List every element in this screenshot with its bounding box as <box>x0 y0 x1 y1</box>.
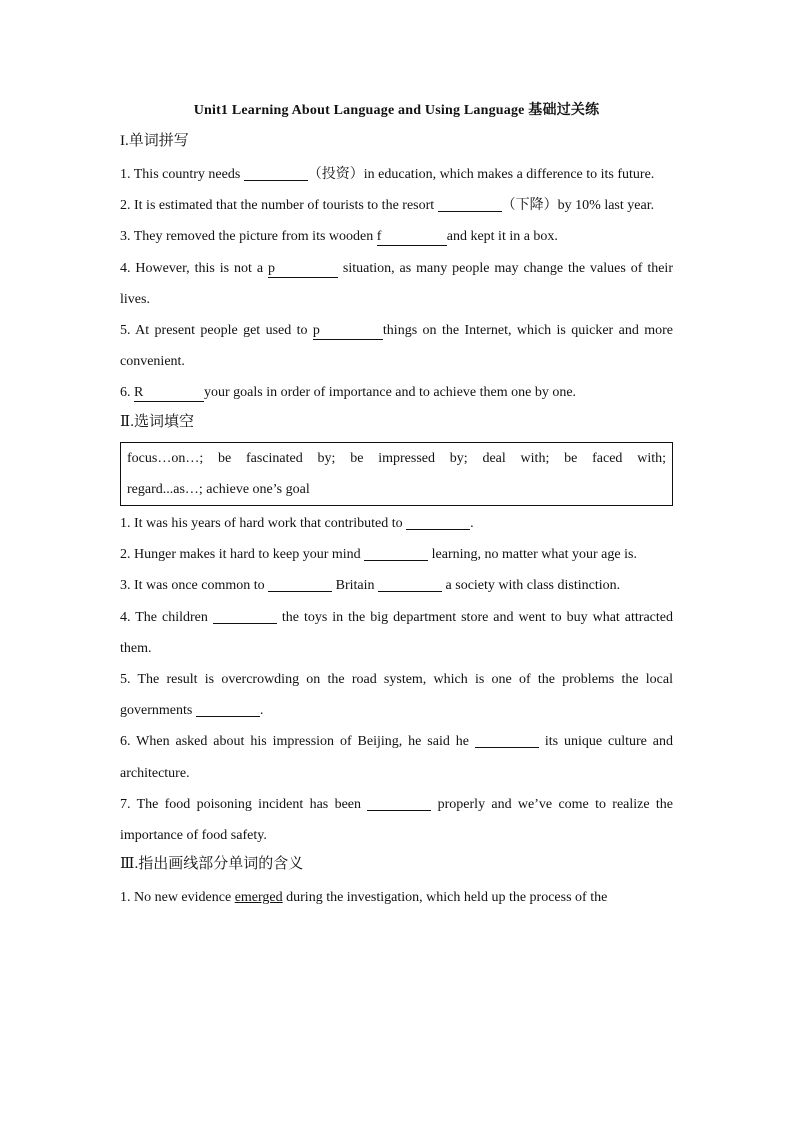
meaning-item-1 <box>120 882 673 913</box>
word-choice-item-2 <box>120 539 673 570</box>
answer-blank[interactable] <box>134 385 204 402</box>
word-choice-item-5 <box>120 664 673 726</box>
item-text: 2. Hunger makes it hard to keep your mind <box>120 547 365 563</box>
answer-blank[interactable] <box>406 513 470 530</box>
item-text: 1. No new evidence <box>120 890 235 906</box>
item-text: 5. The result is overcrowding on the road system, which is one of the problems the local governments <box>120 672 673 719</box>
item-text: during the investigation, which held up the process of the <box>282 890 608 906</box>
item-text: 4. However, this is not a <box>120 260 268 276</box>
spelling-item-3 <box>120 221 673 252</box>
answer-blank[interactable] <box>313 323 383 340</box>
item-text: Britain <box>332 578 379 594</box>
answer-blank[interactable] <box>475 731 539 748</box>
answer-blank[interactable] <box>268 261 338 278</box>
word-bank-line-2: regard...as…; achieve one’s goal <box>127 481 310 497</box>
word-bank-box <box>120 442 673 506</box>
blank-prefix-letter: p <box>267 260 275 276</box>
answer-blank[interactable] <box>268 575 332 592</box>
item-text: 6. When asked about his impression of Beijing, he said he <box>120 734 475 750</box>
answer-blank[interactable] <box>244 164 308 181</box>
item-text: situation, as many people may change the values of their lives. <box>120 260 673 307</box>
item-text: properly and we’ve come to realize the importance of food safety. <box>120 796 674 844</box>
item-text: . <box>259 703 264 719</box>
item-text: its unique culture and architecture. <box>120 734 673 781</box>
item-text: 6. <box>120 385 134 401</box>
item-text: 3. It was once common to <box>120 578 269 594</box>
spelling-item-2 <box>120 190 673 221</box>
answer-blank[interactable] <box>438 195 502 212</box>
underlined-word: emerged <box>234 890 283 906</box>
answer-blank[interactable] <box>364 544 428 561</box>
item-text: your goals in order of importance and to achieve them one by one. <box>204 385 577 401</box>
word-bank-line-1: focus…on…; be fascinated by; be impressed by; deal with; be faced with; <box>127 450 666 466</box>
item-text: （下降）by 10% last year. <box>501 198 655 214</box>
item-text: 3. They removed the picture from its wooden <box>120 229 377 245</box>
item-text: things on the Internet, which is quicker and more convenient. <box>120 323 673 370</box>
answer-blank[interactable] <box>213 607 277 624</box>
item-text: 4. The children <box>120 609 213 625</box>
item-text: 7. The food poisoning incident has been <box>120 796 368 812</box>
blank-prefix-letter: p <box>312 323 320 339</box>
answer-blank[interactable] <box>377 229 447 246</box>
item-text: 2. It is estimated that the number of tourists to the resort <box>120 198 438 214</box>
item-text: learning, no matter what your age is. <box>428 547 637 563</box>
item-text: . <box>470 516 474 532</box>
blank-prefix-letter: f <box>376 229 382 245</box>
item-text: a society with class distinction. <box>442 578 621 594</box>
spelling-item-4 <box>120 253 673 315</box>
item-text: the toys in the big department store and went to buy what attracted them. <box>120 609 673 656</box>
section-heading-word-choice: Ⅱ.选词填空 <box>120 413 194 430</box>
answer-blank[interactable] <box>367 794 431 811</box>
word-choice-item-6 <box>120 726 673 788</box>
spelling-item-1 <box>120 159 673 190</box>
word-choice-item-1 <box>120 508 673 539</box>
answer-blank[interactable] <box>378 575 442 592</box>
item-text: 5. At present people get used to <box>120 323 313 339</box>
item-text: and kept it in a box. <box>446 229 558 245</box>
worksheet-page <box>120 98 673 913</box>
section-heading-underlined-meaning: Ⅲ.指出画线部分单词的含义 <box>120 856 304 873</box>
word-choice-item-7 <box>120 789 673 851</box>
item-text: 1. It was his years of hard work that contributed to <box>120 516 407 532</box>
word-choice-item-4 <box>120 602 673 664</box>
answer-blank[interactable] <box>196 700 260 717</box>
word-choice-item-3 <box>120 570 673 601</box>
worksheet-title: Unit1 Learning About Language and Using Language 基础过关练 <box>193 103 600 118</box>
section-heading-spelling: I.单词拼写 <box>120 133 189 149</box>
blank-prefix-letter: R <box>134 385 144 401</box>
item-text: （投资）in education, which makes a difference to its future. <box>307 167 655 182</box>
item-text: 1. This country needs <box>120 167 244 182</box>
spelling-item-5 <box>120 315 673 377</box>
spelling-item-6 <box>120 377 673 408</box>
